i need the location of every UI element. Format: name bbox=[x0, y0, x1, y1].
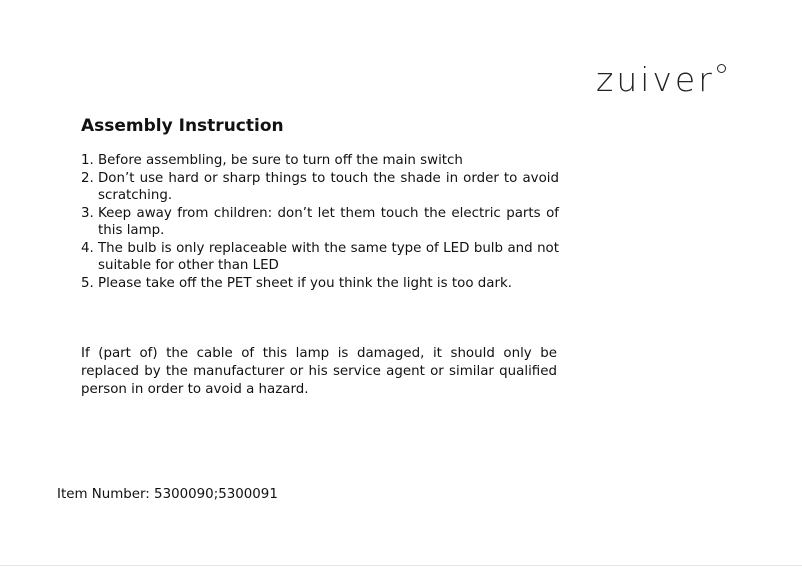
instruction-text: Please take off the PET sheet if you think the light is too dark. bbox=[98, 275, 513, 291]
instruction-number: 5. bbox=[81, 275, 94, 291]
cable-warning-paragraph: If (part of) the cable of this lamp is damaged, it should only be replaced by the manufacturer or his service agent or similar qualified person in order to avoid a hazard. bbox=[81, 346, 557, 397]
instruction-item bbox=[81, 275, 559, 293]
instruction-text: The bulb is only replaceable with the same type of LED bulb and not suitable for other than LED bbox=[98, 240, 559, 273]
instruction-text: Don’t use hard or sharp things to touch the shade in order to avoid scratching. bbox=[98, 170, 559, 203]
instruction-number: 1. bbox=[81, 153, 94, 168]
instruction-item bbox=[81, 240, 559, 275]
instruction-item bbox=[81, 170, 559, 205]
instruction-number: 4. bbox=[81, 240, 94, 256]
instruction-text: Before assembling, be sure to turn off the main switch bbox=[98, 153, 463, 168]
zuiver-logo bbox=[596, 56, 726, 104]
instruction-number: 3. bbox=[81, 205, 94, 221]
instruction-text: Keep away from children: don’t let them touch the electric parts of this lamp. bbox=[98, 205, 559, 238]
logo-wordmark: zuiver bbox=[596, 60, 715, 99]
bottom-divider bbox=[0, 565, 802, 566]
instruction-number: 2. bbox=[81, 170, 94, 186]
item-number: Item Number: 5300090;5300091 bbox=[57, 487, 278, 502]
page-title: Assembly Instruction bbox=[81, 116, 284, 136]
logo-ring-icon bbox=[717, 64, 726, 73]
instruction-list bbox=[81, 152, 559, 292]
instruction-item bbox=[81, 205, 559, 240]
instruction-item bbox=[81, 152, 559, 170]
